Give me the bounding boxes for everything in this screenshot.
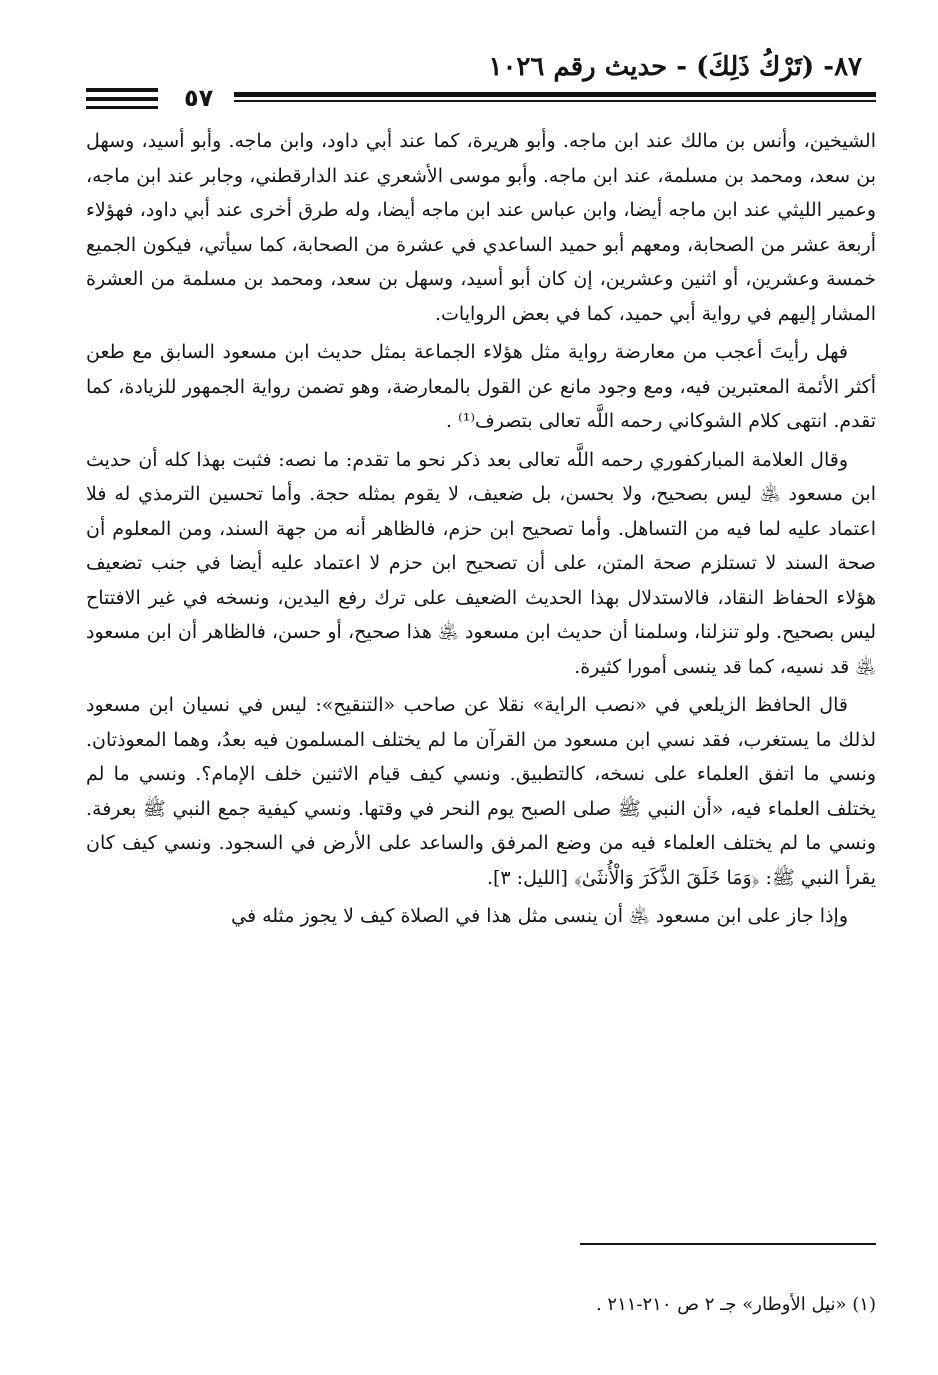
header-rule-thin <box>234 100 876 102</box>
page-number: ٥٧ <box>184 84 214 112</box>
chapter-title: ٨٧- (تَرْكُ ذَلِكَ) - حديث رقم ١٠٢٦ <box>488 52 862 82</box>
header-left-rule <box>86 97 158 101</box>
page-header <box>86 48 876 112</box>
page-body <box>86 124 876 938</box>
footnote: (١) «نيل الأوطار» جـ ٢ ص ٢١٠-٢١١ . <box>595 1294 876 1315</box>
paragraph: قال الحافظ الزيلعي في «نصب الراية» نقلا عن صاحب «التنقيح»: ليس في نسيان ابن مسعود لذلك ما يستغرب، فقد نسي ابن مسعود من القرآن ما لم يختلف المسلمون فيه بعدُ، وهما المعوذتان. ونسي ما اتفق العلماء على نسخه، كالتطبيق. ونسي كيف قيام الاثنين خلف الإمام؟. ونسي ما لم يختلف العلماء فيه، «أن النبي ﷺ صلى الصبح يوم النحر في وقتها. ونسي كيفية جمع النبي ﷺ بعرفة. ونسي ما لم يختلف العلماء فيه من وضع المرفق والساعد على الأرض في السجود. ونسي كيف كان يقرأ النبي ﷺ: ﴿وَمَا خَلَقَ الذَّكَرَ وَالْأُنثَىٰ﴾ [الليل: ٣]. <box>86 694 876 889</box>
paragraph: وقال العلامة المباركفوري رحمه اللَّه تعالى بعد ذكر نحو ما تقدم: ما نصه: فثبت بهذا كله أن حديث ابن مسعود ﵁ ليس بصحيح، ولا بحسن، بل ضعيف، لا يقوم بمثله حجة. وأما تحسين الترمذي له فلا اعتماد عليه لما فيه من التساهل. وأما تصحيح ابن حزم، فالظاهر أنه من جهة السند، ومن المعلوم أن صحة السند لا تستلزم صحة المتن، على أن تصحيح ابن حزم لا اعتماد عليه أيضا في جنب تضعيف هؤلاء الحفاظ النقاد، فالاستدلال بهذا الحديث الضعيف على ترك رفع اليدين، ونسخه في غير الافتتاح ليس بصحيح. ولو تنزلنا، وسلمنا أن حديث ابن مسعود ﵁ هذا صحيح، أو حسن، فالظاهر أن ابن مسعود ﵁ قد نسيه، كما قد ينسى أمورا كثيرة. <box>86 448 876 678</box>
footnote-separator <box>580 1243 876 1245</box>
header-left-rule <box>86 106 158 109</box>
header-rule-thick <box>234 92 876 97</box>
header-left-rule <box>86 88 158 92</box>
paragraph: الشيخين، وأنس بن مالك عند ابن ماجه. وأبو هريرة، كما عند أبي داود، وابن ماجه. وأبو أسيد، وسهل بن سعد، ومحمد بن مسلمة، عند ابن ماجه. وأبو موسى الأشعري عند الدارقطني، وجابر عند ابن ماجه، وعمير الليثي عند ابن ماجه أيضا، وابن عباس عند ابن ماجه أيضا، وله طرق أخرى عند أبي داود، فهؤلاء أربعة عشر من الصحابة، ومعهم أبو حميد الساعدي في عشرة من الصحابة، كما سيأتي، فيكون الجميع خمسة وعشرين، أو اثنين وعشرين، إن كان أبو أسيد، وسهل بن سعد، ومحمد بن مسلمة من العشرة المشار إليهم في رواية أبي حميد، كما في بعض الروايات. <box>86 130 876 325</box>
paragraph: فهل رأيتَ أعجب من معارضة رواية مثل هؤلاء الجماعة بمثل حديث ابن مسعود السابق مع طعن أكثر الأئمة المعتبرين فيه، ومع وجود مانع عن القول بالمعارضة، وهو تضمن رواية الجمهور للزيادة، كما تقدم. انتهى كلام الشوكاني رحمه اللَّه تعالى بتصرف⁽¹⁾ . <box>86 341 876 432</box>
paragraph: وإذا جاز على ابن مسعود ﵁ أن ينسى مثل هذا في الصلاة كيف لا يجوز مثله في <box>231 905 848 927</box>
